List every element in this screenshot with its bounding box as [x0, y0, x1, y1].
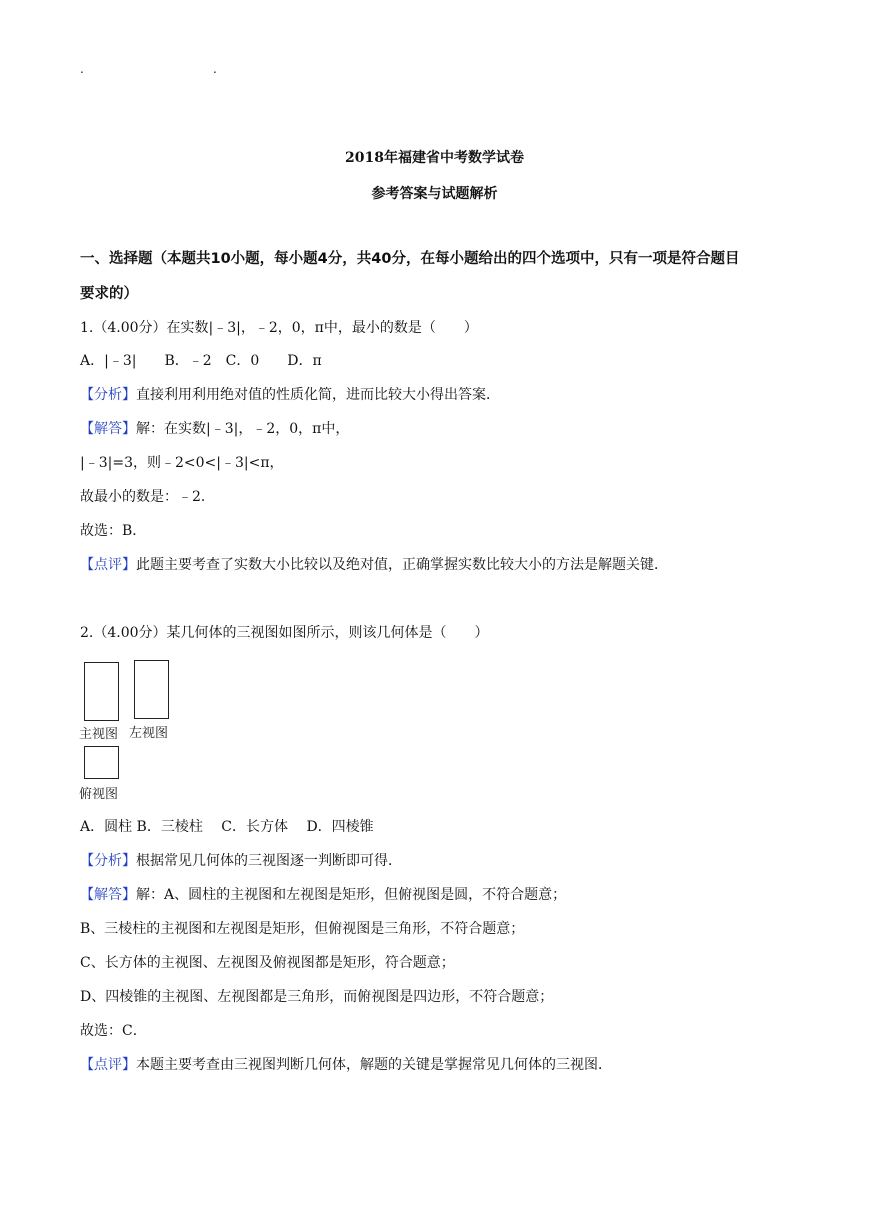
q1-options: A．|﹣3| B．﹣2 C．0 D．π: [80, 353, 322, 369]
answer-tag: 【解答】: [80, 421, 136, 437]
left-view-rect: [134, 660, 169, 719]
page-title: 2018年福建省中考数学试卷: [345, 150, 524, 166]
q2-answer-line-b: B、三棱柱的主视图和左视图是矩形，但俯视图是三角形，不符合题意；: [80, 921, 525, 937]
q1-answer: [80, 419, 349, 439]
comment-text: 此题主要考查了实数大小比较以及绝对值，正确掌握实数比较大小的方法是解题关键．: [136, 557, 668, 573]
comment-text: 本题主要考查由三视图判断几何体，解题的关键是掌握常见几何体的三视图．: [136, 1057, 612, 1073]
q1-choice: 故选：B．: [80, 523, 147, 539]
q2-options: A．圆柱 B．三棱柱 C．长方体 D．四棱锥: [80, 819, 374, 835]
page-subtitle: 参考答案与试题解析: [371, 186, 498, 202]
front-view-rect: [84, 662, 119, 721]
q2-stem: 2.（4.00分）某几何体的三视图如图所示，则该几何体是（ ）: [80, 625, 489, 641]
section-heading-line2: 要求的）: [80, 286, 138, 302]
front-view-label: 主视图: [79, 727, 119, 742]
comment-tag: 【点评】: [80, 557, 136, 573]
section-heading-line1: 一、选择题（本题共10小题，每小题4分，共40分，在每小题给出的四个选项中，只有一项是符合题目: [80, 251, 740, 267]
top-view-label: 俯视图: [79, 787, 119, 802]
comment-tag: 【点评】: [80, 1057, 136, 1073]
q2-answer-line-d: D、四棱锥的主视图、左视图都是三角形，而俯视图是四边形，不符合题意；: [80, 989, 554, 1005]
answer-tag: 【解答】: [80, 887, 136, 903]
left-view-label: 左视图: [129, 726, 169, 741]
q1-answer-line4: 故最小的数是：﹣2．: [80, 489, 215, 505]
analysis-text: 根据常见几何体的三视图逐一判断即可得．: [136, 853, 402, 869]
q2-comment: [80, 1055, 612, 1075]
header-dot-left: .: [80, 62, 84, 76]
q2-choice: 故选：C．: [80, 1023, 147, 1039]
analysis-text: 直接利用利用绝对值的性质化简，进而比较大小得出答案．: [136, 387, 500, 403]
answer-text: 解：在实数|﹣3|，﹣2，0，π中，: [136, 421, 350, 437]
q2-analysis: [80, 851, 402, 871]
q2-answer: [80, 885, 566, 905]
header-dot-right: .: [213, 62, 217, 76]
analysis-tag: 【分析】: [80, 853, 136, 869]
q1-analysis: [80, 385, 500, 405]
q2-answer-line-c: C、长方体的主视图、左视图及俯视图都是矩形，符合题意；: [80, 955, 455, 971]
q1-stem: 1.（4.00分）在实数|﹣3|，﹣2，0，π中，最小的数是（ ）: [80, 320, 478, 336]
answer-text: 解：A、圆柱的主视图和左视图是矩形，但俯视图是圆，不符合题意；: [136, 887, 567, 903]
q1-answer-line3: |﹣3|=3，则﹣2<0<|﹣3|<π，: [80, 455, 284, 471]
q1-comment: [80, 555, 668, 575]
top-view-rect: [84, 746, 119, 779]
analysis-tag: 【分析】: [80, 387, 136, 403]
